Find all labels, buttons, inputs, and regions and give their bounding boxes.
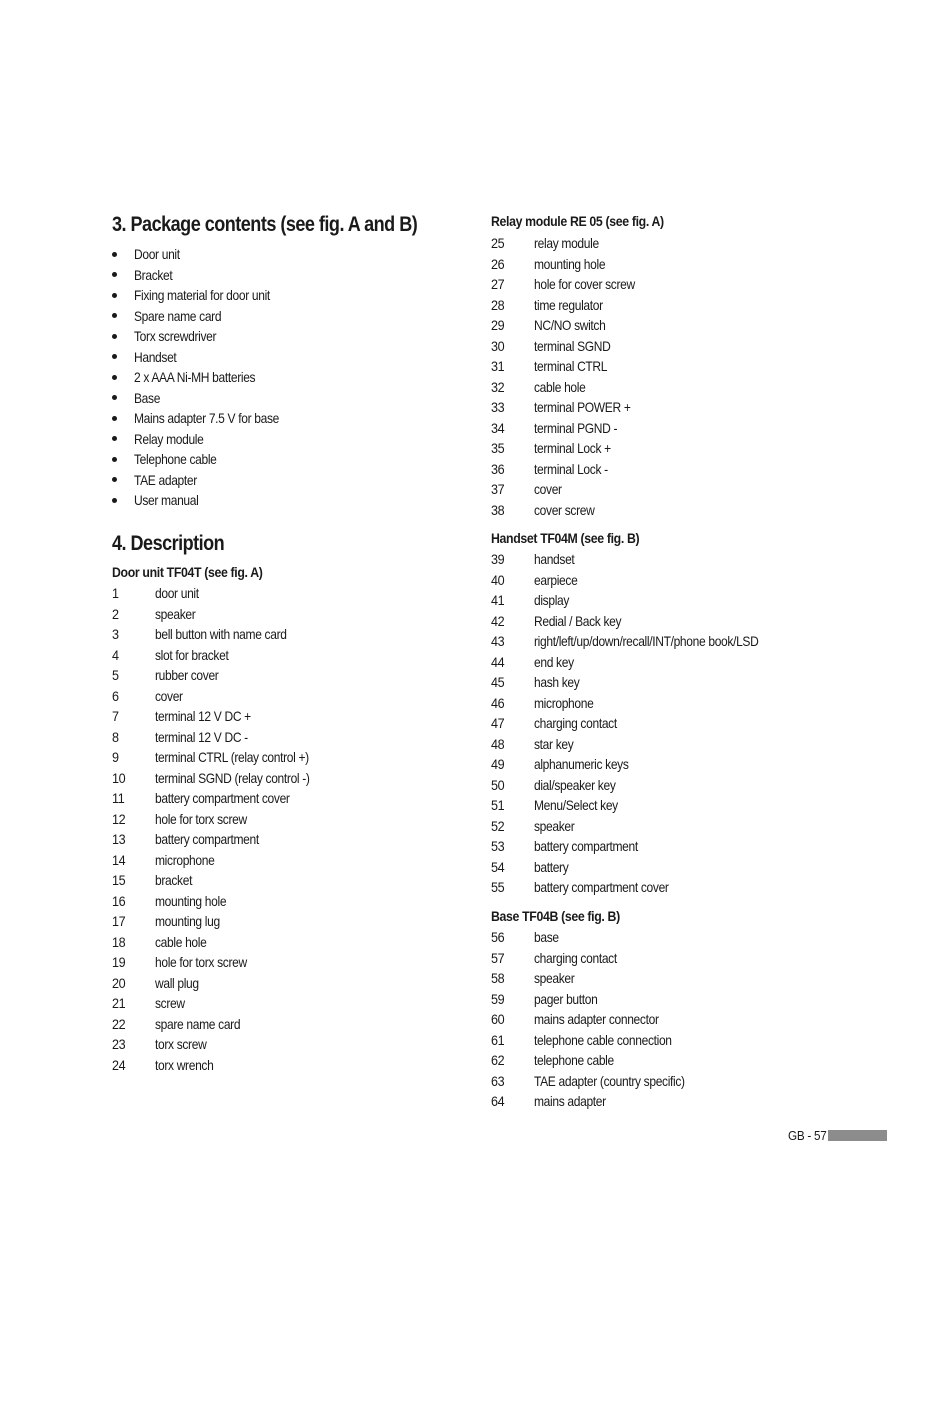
list-item	[112, 388, 303, 409]
item-number: 47	[491, 715, 505, 731]
list-item	[112, 285, 303, 306]
list-item-label: Telephone cable	[134, 451, 217, 467]
item-number: 64	[491, 1093, 505, 1109]
list-item	[112, 1034, 335, 1055]
item-label: mounting hole	[155, 892, 227, 909]
bullet-icon	[112, 334, 117, 339]
package-contents-heading: 3. Package contents (see fig. A and B)	[112, 213, 418, 236]
item-number: 7	[112, 708, 119, 724]
list-item	[491, 948, 709, 969]
bullet-icon	[112, 498, 117, 503]
item-label: cable hole	[534, 378, 586, 395]
list-item	[491, 254, 651, 275]
item-number: 9	[112, 749, 119, 765]
list-item	[112, 829, 335, 850]
list-item	[491, 968, 709, 989]
bullet-icon	[112, 477, 117, 482]
item-label: dial/speaker key	[534, 776, 616, 793]
list-item	[491, 836, 795, 857]
item-label: torx screw	[155, 1036, 207, 1052]
list-item	[112, 952, 335, 973]
list-item	[112, 973, 335, 994]
bullet-icon	[112, 354, 117, 359]
list-item	[112, 1014, 335, 1035]
list-item	[491, 1009, 709, 1030]
list-item	[491, 377, 651, 398]
item-label: handset	[534, 551, 575, 567]
item-number: 54	[491, 858, 505, 875]
item-number: 51	[491, 797, 505, 813]
item-label: microphone	[155, 851, 215, 868]
item-label: terminal POWER +	[534, 399, 631, 415]
item-number: 41	[491, 592, 505, 608]
item-label: right/left/up/down/recall/INT/phone book/LSD	[534, 633, 759, 649]
list-item-label: 2 x AAA Ni-MH batteries	[134, 369, 256, 385]
item-label: battery compartment	[534, 838, 638, 854]
list-item	[491, 1030, 709, 1051]
list-item	[491, 336, 651, 357]
item-number: 19	[112, 954, 126, 970]
bullet-icon	[112, 457, 117, 462]
item-label: base	[534, 929, 559, 945]
item-number: 22	[112, 1015, 126, 1032]
item-number: 33	[491, 399, 505, 415]
page-number-bar	[828, 1130, 887, 1141]
list-item	[491, 989, 709, 1010]
list-item	[491, 459, 651, 480]
list-item-label: Mains adapter 7.5 V for base	[134, 410, 279, 426]
item-number: 46	[491, 694, 505, 711]
item-label: telephone cable	[534, 1052, 614, 1068]
item-number: 52	[491, 817, 505, 834]
list-item	[112, 747, 335, 768]
item-number: 36	[491, 460, 505, 477]
list-item	[112, 932, 335, 953]
package-contents-list	[112, 244, 303, 511]
list-item	[491, 713, 795, 734]
item-number: 26	[491, 255, 505, 272]
item-number: 29	[491, 317, 505, 333]
list-item	[491, 631, 795, 652]
item-label: screw	[155, 995, 185, 1011]
list-item-label: Handset	[134, 348, 177, 365]
item-label: torx wrench	[155, 1056, 214, 1073]
item-number: 30	[491, 337, 505, 354]
list-item	[491, 315, 651, 336]
list-item	[112, 326, 303, 347]
list-item	[491, 857, 795, 878]
list-item	[112, 686, 335, 707]
item-label: relay module	[534, 235, 599, 251]
list-item	[491, 418, 651, 439]
list-item	[491, 652, 795, 673]
bullet-icon	[112, 272, 117, 277]
base-title: Base TF04B (see fig. B)	[491, 908, 620, 924]
item-number: 60	[491, 1011, 505, 1027]
item-label: Redial / Back key	[534, 612, 622, 629]
item-number: 34	[491, 419, 505, 436]
list-item	[112, 367, 303, 388]
item-label: rubber cover	[155, 667, 219, 683]
item-label: hole for torx screw	[155, 810, 247, 827]
list-item	[491, 927, 709, 948]
list-item	[491, 570, 795, 591]
handset-list	[491, 549, 795, 898]
list-item	[491, 500, 651, 521]
list-item	[491, 1071, 709, 1092]
list-item	[491, 233, 651, 254]
item-label: mains adapter	[534, 1093, 606, 1109]
list-item	[491, 693, 795, 714]
list-item	[112, 727, 335, 748]
door-unit-title: Door unit TF04T (see fig. A)	[112, 564, 263, 580]
list-item	[491, 775, 795, 796]
list-item	[491, 479, 651, 500]
list-item	[112, 244, 303, 265]
door-unit-list	[112, 583, 335, 1075]
item-number: 45	[491, 674, 505, 690]
item-label: battery compartment cover	[155, 790, 290, 806]
item-number: 43	[491, 633, 505, 649]
list-item	[491, 1091, 709, 1112]
list-item	[491, 274, 651, 295]
item-label: terminal CTRL	[534, 358, 608, 374]
item-number: 40	[491, 571, 505, 588]
item-label: terminal Lock -	[534, 460, 608, 477]
item-label: hash key	[534, 674, 580, 690]
item-label: mounting hole	[534, 255, 606, 272]
list-item-label: Base	[134, 389, 161, 406]
bullet-icon	[112, 395, 117, 400]
item-number: 2	[112, 605, 119, 622]
list-item	[491, 754, 795, 775]
item-number: 6	[112, 687, 119, 704]
list-item	[112, 624, 335, 645]
item-label: end key	[534, 653, 574, 670]
item-number: 15	[112, 872, 126, 888]
list-item	[112, 470, 303, 491]
list-item	[491, 611, 795, 632]
item-label: cover screw	[534, 501, 595, 518]
item-number: 20	[112, 974, 126, 991]
list-item-label: Relay module	[134, 430, 204, 447]
list-item-label: TAE adapter	[134, 471, 197, 488]
list-item	[112, 768, 335, 789]
item-label: hole for torx screw	[155, 954, 247, 970]
list-item-label: Spare name card	[134, 307, 222, 324]
item-label: speaker	[534, 817, 575, 834]
handset-title: Handset TF04M (see fig. B)	[491, 530, 640, 546]
item-number: 59	[491, 990, 505, 1007]
bullet-icon	[112, 293, 117, 298]
item-label: mains adapter connector	[534, 1011, 659, 1027]
list-item	[112, 645, 335, 666]
item-label: battery compartment cover	[534, 879, 669, 895]
item-number: 38	[491, 501, 505, 518]
item-number: 5	[112, 667, 119, 683]
item-number: 63	[491, 1072, 505, 1089]
item-number: 23	[112, 1036, 126, 1052]
list-item	[112, 665, 335, 686]
relay-module-list	[491, 233, 651, 520]
item-label: Menu/Select key	[534, 797, 618, 813]
list-item	[112, 809, 335, 830]
item-number: 35	[491, 440, 505, 456]
list-item	[112, 604, 335, 625]
item-label: mounting lug	[155, 913, 220, 929]
list-item	[112, 911, 335, 932]
item-number: 31	[491, 358, 505, 374]
list-item	[112, 850, 335, 871]
item-label: charging contact	[534, 949, 617, 966]
list-item	[491, 877, 795, 898]
item-label: bell button with name card	[155, 626, 287, 642]
item-number: 49	[491, 756, 505, 772]
list-item-label: Door unit	[134, 246, 180, 262]
item-label: wall plug	[155, 974, 199, 991]
bullet-icon	[112, 252, 117, 257]
bullet-icon	[112, 313, 117, 318]
item-number: 24	[112, 1056, 126, 1073]
item-label: slot for bracket	[155, 646, 229, 663]
list-item	[491, 672, 795, 693]
list-item	[112, 870, 335, 891]
item-label: time regulator	[534, 296, 603, 313]
item-number: 48	[491, 735, 505, 752]
item-label: terminal PGND -	[534, 419, 618, 436]
description-heading: 4. Description	[112, 532, 225, 555]
list-item	[112, 449, 303, 470]
list-item	[112, 347, 303, 368]
item-number: 55	[491, 879, 505, 895]
item-label: hole for cover screw	[534, 276, 635, 292]
list-item	[491, 734, 795, 755]
item-label: charging contact	[534, 715, 617, 731]
item-number: 25	[491, 235, 505, 251]
list-item	[491, 590, 795, 611]
item-label: terminal 12 V DC +	[155, 708, 251, 724]
list-item	[112, 429, 303, 450]
item-number: 56	[491, 929, 505, 945]
item-number: 1	[112, 585, 119, 601]
item-number: 44	[491, 653, 505, 670]
item-label: star key	[534, 735, 574, 752]
list-item	[491, 438, 651, 459]
item-label: cover	[155, 687, 183, 704]
item-number: 37	[491, 481, 505, 497]
item-number: 42	[491, 612, 505, 629]
item-number: 18	[112, 933, 126, 950]
list-item	[112, 490, 303, 511]
item-number: 3	[112, 626, 119, 642]
list-item-label: Bracket	[134, 266, 173, 283]
list-item	[112, 1055, 335, 1076]
list-item	[112, 408, 303, 429]
page-footer	[788, 1127, 887, 1143]
relay-module-title: Relay module RE 05 (see fig. A)	[491, 213, 664, 229]
item-number: 14	[112, 851, 126, 868]
item-label: bracket	[155, 872, 193, 888]
item-number: 53	[491, 838, 505, 854]
item-number: 8	[112, 728, 119, 745]
item-number: 58	[491, 970, 505, 986]
item-label: battery compartment	[155, 831, 259, 847]
list-item	[112, 706, 335, 727]
list-item	[112, 265, 303, 286]
list-item	[491, 295, 651, 316]
item-label: earpiece	[534, 571, 578, 588]
item-number: 17	[112, 913, 126, 929]
item-number: 11	[112, 790, 125, 806]
item-number: 12	[112, 810, 126, 827]
item-number: 13	[112, 831, 126, 847]
item-number: 32	[491, 378, 505, 395]
item-label: speaker	[155, 605, 196, 622]
bullet-icon	[112, 375, 117, 380]
item-label: speaker	[534, 970, 575, 986]
item-label: alphanumeric keys	[534, 756, 629, 772]
item-label: terminal CTRL (relay control +)	[155, 749, 309, 765]
item-label: spare name card	[155, 1015, 241, 1032]
bullet-icon	[112, 416, 117, 421]
item-label: pager button	[534, 990, 598, 1007]
item-label: terminal SGND	[534, 337, 611, 354]
bullet-icon	[112, 436, 117, 441]
list-item	[112, 306, 303, 327]
list-item-label: Torx screwdriver	[134, 328, 217, 344]
list-item	[112, 788, 335, 809]
list-item	[491, 816, 795, 837]
item-number: 16	[112, 892, 126, 909]
item-number: 61	[491, 1031, 505, 1048]
item-number: 39	[491, 551, 505, 567]
item-label: cable hole	[155, 933, 207, 950]
item-number: 27	[491, 276, 505, 292]
item-label: NC/NO switch	[534, 317, 606, 333]
item-number: 4	[112, 646, 119, 663]
item-label: terminal SGND (relay control -)	[155, 769, 310, 786]
item-label: door unit	[155, 585, 199, 601]
item-label: display	[534, 592, 570, 608]
list-item	[491, 356, 651, 377]
item-number: 50	[491, 776, 505, 793]
item-label: microphone	[534, 694, 594, 711]
list-item	[112, 583, 335, 604]
item-number: 62	[491, 1052, 505, 1068]
list-item	[112, 993, 335, 1014]
item-number: 28	[491, 296, 505, 313]
item-label: telephone cable connection	[534, 1031, 672, 1048]
list-item	[491, 795, 795, 816]
page-number: GB - 57	[788, 1127, 827, 1143]
list-item	[491, 549, 795, 570]
list-item-label: Fixing material for door unit	[134, 287, 270, 303]
list-item	[491, 1050, 709, 1071]
item-label: TAE adapter (country specific)	[534, 1072, 685, 1089]
list-item-label: User manual	[134, 492, 199, 508]
item-label: battery	[534, 858, 569, 875]
item-number: 21	[112, 995, 126, 1011]
item-label: terminal 12 V DC -	[155, 728, 248, 745]
item-number: 57	[491, 949, 505, 966]
list-item	[112, 891, 335, 912]
list-item	[491, 397, 651, 418]
item-label: terminal Lock +	[534, 440, 611, 456]
base-list	[491, 927, 709, 1112]
item-label: cover	[534, 481, 562, 497]
item-number: 10	[112, 769, 126, 786]
